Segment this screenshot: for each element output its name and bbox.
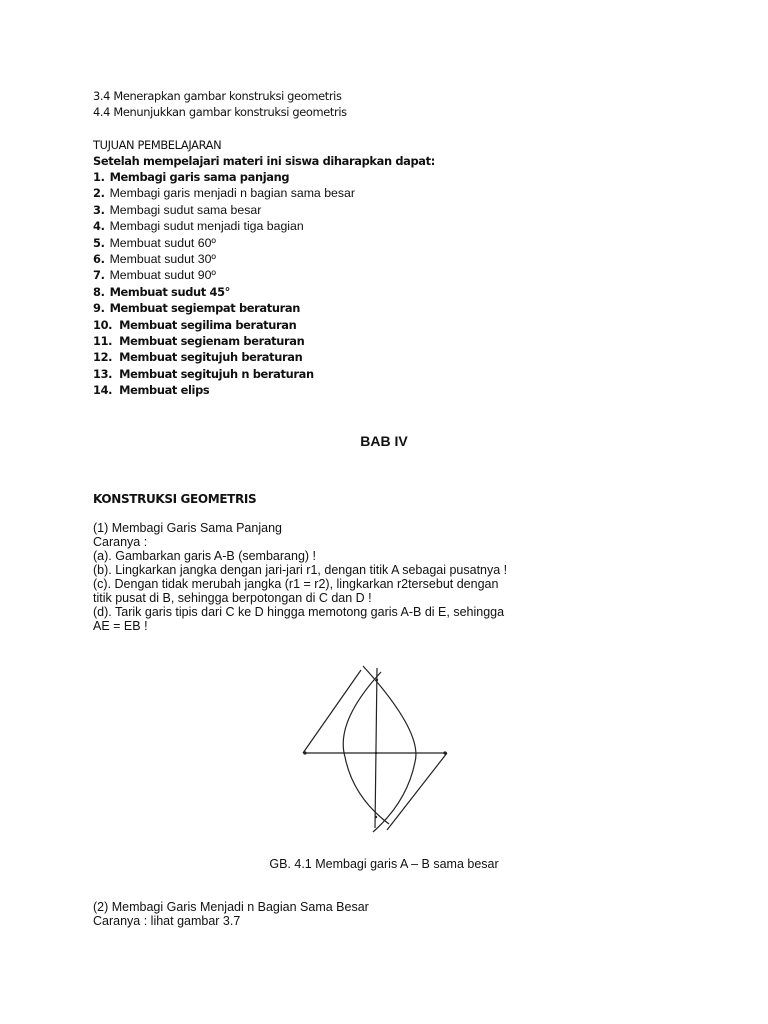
objective-text: Membuat segitujuh n beraturan bbox=[119, 367, 314, 381]
point-b bbox=[443, 751, 446, 754]
line-cd bbox=[375, 668, 377, 828]
point-c bbox=[376, 679, 378, 681]
objective-text: Membuat segienam beraturan bbox=[119, 334, 305, 348]
objective-text: Membuat sudut 90º bbox=[109, 268, 216, 282]
objective-number: 12. bbox=[93, 350, 113, 364]
objective-number: 7. bbox=[93, 268, 105, 282]
objective-text: Membuat sudut 30º bbox=[109, 252, 216, 266]
objective-text: Membuat elips bbox=[119, 383, 210, 397]
objectives-heading: TUJUAN PEMBELAJARAN bbox=[93, 138, 222, 152]
objective-item bbox=[93, 252, 216, 266]
objective-number: 6. bbox=[93, 252, 105, 266]
objective-text: Membagi sudut sama besar bbox=[109, 203, 262, 217]
objective-text: Membagi garis menjadi n bagian sama besar bbox=[109, 186, 355, 200]
objective-item bbox=[93, 186, 355, 200]
step-line: (d). Tarik garis tipis dari C ke D hingga memotong garis A-B di E, sehingga bbox=[93, 605, 505, 619]
step-line: (a). Gambarkan garis A-B (sembarang) ! bbox=[93, 549, 316, 563]
point-d bbox=[375, 816, 377, 818]
objective-number: 3. bbox=[93, 203, 105, 217]
objective-number: 9. bbox=[93, 301, 105, 315]
objective-number: 4. bbox=[93, 219, 105, 233]
objective-text: Membuat segiempat beraturan bbox=[109, 301, 300, 315]
objective-item bbox=[93, 170, 289, 184]
objectives-intro: Setelah mempelajari materi ini siswa diharapkan dapat: bbox=[93, 154, 435, 168]
objective-number: 8. bbox=[93, 285, 105, 299]
subsection-2-title: (2) Membagi Garis Menjadi n Bagian Sama Besar bbox=[93, 900, 369, 914]
step-line: Caranya : bbox=[93, 535, 148, 549]
arc-r2 bbox=[343, 672, 389, 824]
objective-number: 5. bbox=[93, 236, 105, 250]
objective-number: 11. bbox=[93, 334, 113, 348]
radius-r2-line bbox=[387, 753, 447, 830]
objective-number: 2. bbox=[93, 186, 105, 200]
objective-text: Membuat sudut 45° bbox=[109, 285, 231, 299]
competency-3-4: 3.4 Menerapkan gambar konstruksi geometris bbox=[93, 89, 342, 103]
point-e bbox=[375, 752, 377, 754]
section-title: KONSTRUKSI GEOMETRIS bbox=[93, 492, 257, 506]
objective-item bbox=[93, 268, 216, 282]
objective-item bbox=[93, 350, 302, 364]
point-a bbox=[303, 751, 306, 754]
step-line: titik pusat di B, sehingga berpotongan di C dan D ! bbox=[93, 591, 372, 605]
line-bisection-figure bbox=[295, 662, 455, 837]
subsection-2-note: Caranya : lihat gambar 3.7 bbox=[93, 914, 241, 928]
competency-4-4: 4.4 Menunjukkan gambar konstruksi geometris bbox=[93, 105, 347, 119]
objective-number: 14. bbox=[93, 383, 113, 397]
figure-caption: GB. 4.1 Membagi garis A – B sama besar bbox=[269, 857, 499, 871]
step-line: (b). Lingkarkan jangka dengan jari-jari r1, dengan titik A sebagai pusatnya ! bbox=[93, 563, 508, 577]
objective-item bbox=[93, 383, 209, 397]
objective-number: 13. bbox=[93, 367, 113, 381]
objective-text: Membagi garis sama panjang bbox=[109, 170, 290, 184]
objective-number: 1. bbox=[93, 170, 105, 184]
objective-item bbox=[93, 285, 230, 299]
objective-item bbox=[93, 203, 261, 217]
chapter-title: BAB IV bbox=[360, 433, 408, 449]
objective-item bbox=[93, 367, 314, 381]
objective-text: Membuat segitujuh beraturan bbox=[119, 350, 303, 364]
objective-item bbox=[93, 236, 216, 250]
objective-item bbox=[93, 334, 304, 348]
objective-text: Membagi sudut menjadi tiga bagian bbox=[109, 219, 304, 233]
objective-item bbox=[93, 318, 296, 332]
step-line: AE = EB ! bbox=[93, 619, 148, 633]
objective-text: Membuat segilima beraturan bbox=[119, 318, 297, 332]
step-line: (c). Dengan tidak merubah jangka (r1 = r2), lingkarkan r2tersebut dengan bbox=[93, 577, 499, 591]
objective-number: 10. bbox=[93, 318, 113, 332]
objective-text: Membuat sudut 60º bbox=[109, 236, 216, 250]
objective-item bbox=[93, 219, 304, 233]
subsection-1-title: (1) Membagi Garis Sama Panjang bbox=[93, 521, 282, 535]
objective-item bbox=[93, 301, 300, 315]
